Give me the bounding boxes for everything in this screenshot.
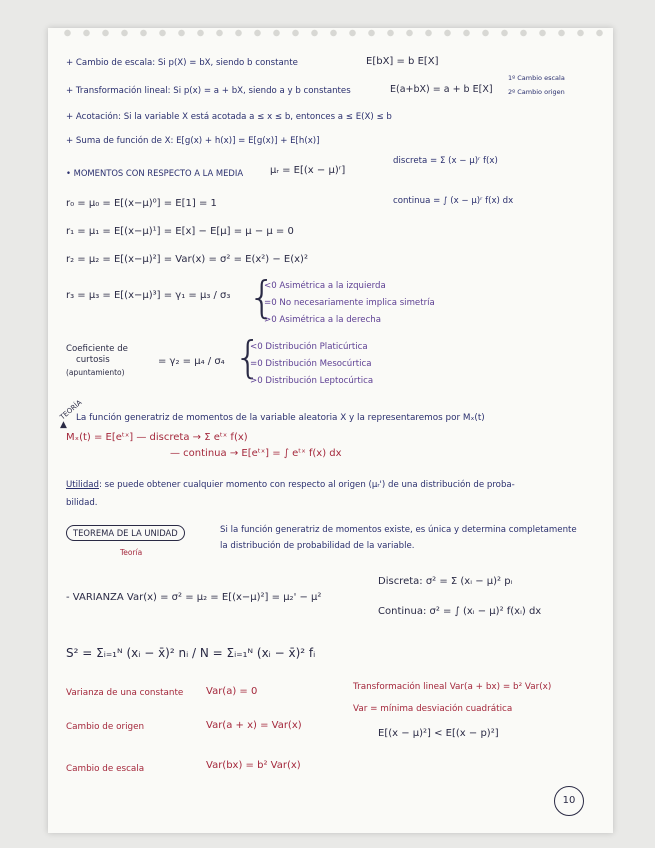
formula: Discreta: σ² = Σ (xᵢ − μ)² pᵢ — [378, 576, 513, 587]
formula: - VARIANZA Var(x) = σ² = μ₂ = E[(x−μ)²] = μ₂' − μ² — [66, 592, 322, 603]
case-label: =0 No necesariamente implica simetría — [264, 298, 435, 308]
formula: E[(x − μ)²] < E[(x − p)²] — [378, 728, 499, 739]
theory-tag: TEORÍA — [58, 398, 84, 422]
case-label: <0 Distribución Platicúrtica — [250, 342, 368, 352]
formula: Continua: σ² = ∫ (xᵢ − μ)² f(xᵢ) dx — [378, 606, 542, 617]
formula: r₂ = μ₂ = E[(x−μ)²] = Var(x) = σ² = E(x²) − E(x)² — [66, 254, 308, 265]
case-label: =0 Distribución Mesocúrtica — [250, 359, 372, 369]
label: (apuntamiento) — [66, 368, 125, 377]
note-line: Si la función generatriz de momentos existe, es única y determina completamente — [220, 525, 577, 535]
formula: μᵣ = E[(x − μ)ʳ] — [270, 165, 346, 176]
formula: = γ₂ = μ₄ / σ₄ — [158, 356, 225, 367]
formula: E[bX] = b E[X] — [366, 56, 439, 67]
formula: discreta = Σ (x − μ)ʳ f(x) — [393, 156, 498, 166]
note-line: bilidad. — [66, 498, 98, 508]
note-line: + Cambio de escala: Si p(X) = bX, siendo b constante — [66, 58, 298, 68]
case-label: >0 Asimétrica a la derecha — [264, 315, 382, 325]
formula: Mₓ(t) = E[eᵗˣ] — discreta → Σ eᵗˣ f(x) — [66, 432, 248, 443]
section-heading: • MOMENTOS CON RESPECTO A LA MEDIA — [66, 168, 244, 178]
formula: r₃ = μ₃ = E[(x−μ)³] = γ₁ = μ₃ / σ₃ — [66, 290, 231, 301]
formula: Var(bx) = b² Var(x) — [206, 760, 301, 771]
binder-holes — [58, 28, 613, 38]
note-line: + Suma de función de X: E[g(x) + h(x)] = E[g(x)] + E[h(x)] — [66, 136, 320, 146]
formula: Transformación lineal Var(a + bx) = b² Var(x) — [353, 682, 552, 692]
brace: { — [234, 332, 262, 383]
formula: r₁ = μ₁ = E[(x−μ)¹] = E[x] − E[μ] = μ − μ = 0 — [66, 226, 294, 237]
formula: Var(a + x) = Var(x) — [206, 720, 302, 731]
side-note: 2º Cambio origen — [508, 88, 565, 96]
label: curtosis — [76, 355, 110, 365]
side-note: 1º Cambio escala — [508, 74, 565, 82]
formula: — continua → E[eᵗˣ] = ∫ eᵗˣ f(x) dx — [170, 448, 342, 459]
formula: Var(a) = 0 — [206, 686, 258, 697]
formula: r₀ = μ₀ = E[(x−μ)⁰] = E[1] = 1 — [66, 198, 217, 209]
formula: Var = mínima desviación cuadrática — [353, 704, 513, 714]
notebook-page — [48, 28, 613, 833]
brace: { — [248, 272, 276, 323]
page-number: 10 — [554, 786, 584, 816]
theory-tag: Teoría — [120, 548, 143, 557]
note-line: Utilidad: se puede obtener cualquier momento con respecto al origen (μᵣ') de una distribución de proba- — [66, 480, 515, 490]
case-label: >0 Distribución Leptocúrtica — [250, 376, 374, 386]
note-line: + Acotación: Si la variable X está acotada a ≤ x ≤ b, entonces a ≤ E(X) ≤ b — [66, 112, 392, 122]
formula: continua = ∫ (x − μ)ʳ f(x) dx — [393, 196, 514, 206]
label: Varianza de una constante — [66, 688, 184, 698]
label: Cambio de escala — [66, 764, 145, 774]
formula: S² = Σᵢ₌₁ᴺ (xᵢ − x̄)² nᵢ / N = Σᵢ₌₁ᴺ (xᵢ − x̄)² fᵢ — [66, 646, 316, 660]
label: Cambio de origen — [66, 722, 145, 732]
triangle-icon: ▲ — [60, 420, 67, 430]
note-line: La función generatriz de momentos de la variable aleatoria X y la representaremos por Mₓ(t) — [76, 413, 485, 423]
theorem-box: TEOREMA DE LA UNIDAD — [66, 528, 185, 538]
note-line: la distribución de probabilidad de la variable. — [220, 541, 415, 551]
formula: E(a+bX) = a + b E[X] — [390, 84, 493, 95]
label: Coeficiente de — [66, 344, 128, 354]
case-label: <0 Asimétrica a la izquierda — [264, 281, 386, 291]
note-line: + Transformación lineal: Si p(x) = a + bX, siendo a y b constantes — [66, 86, 351, 96]
